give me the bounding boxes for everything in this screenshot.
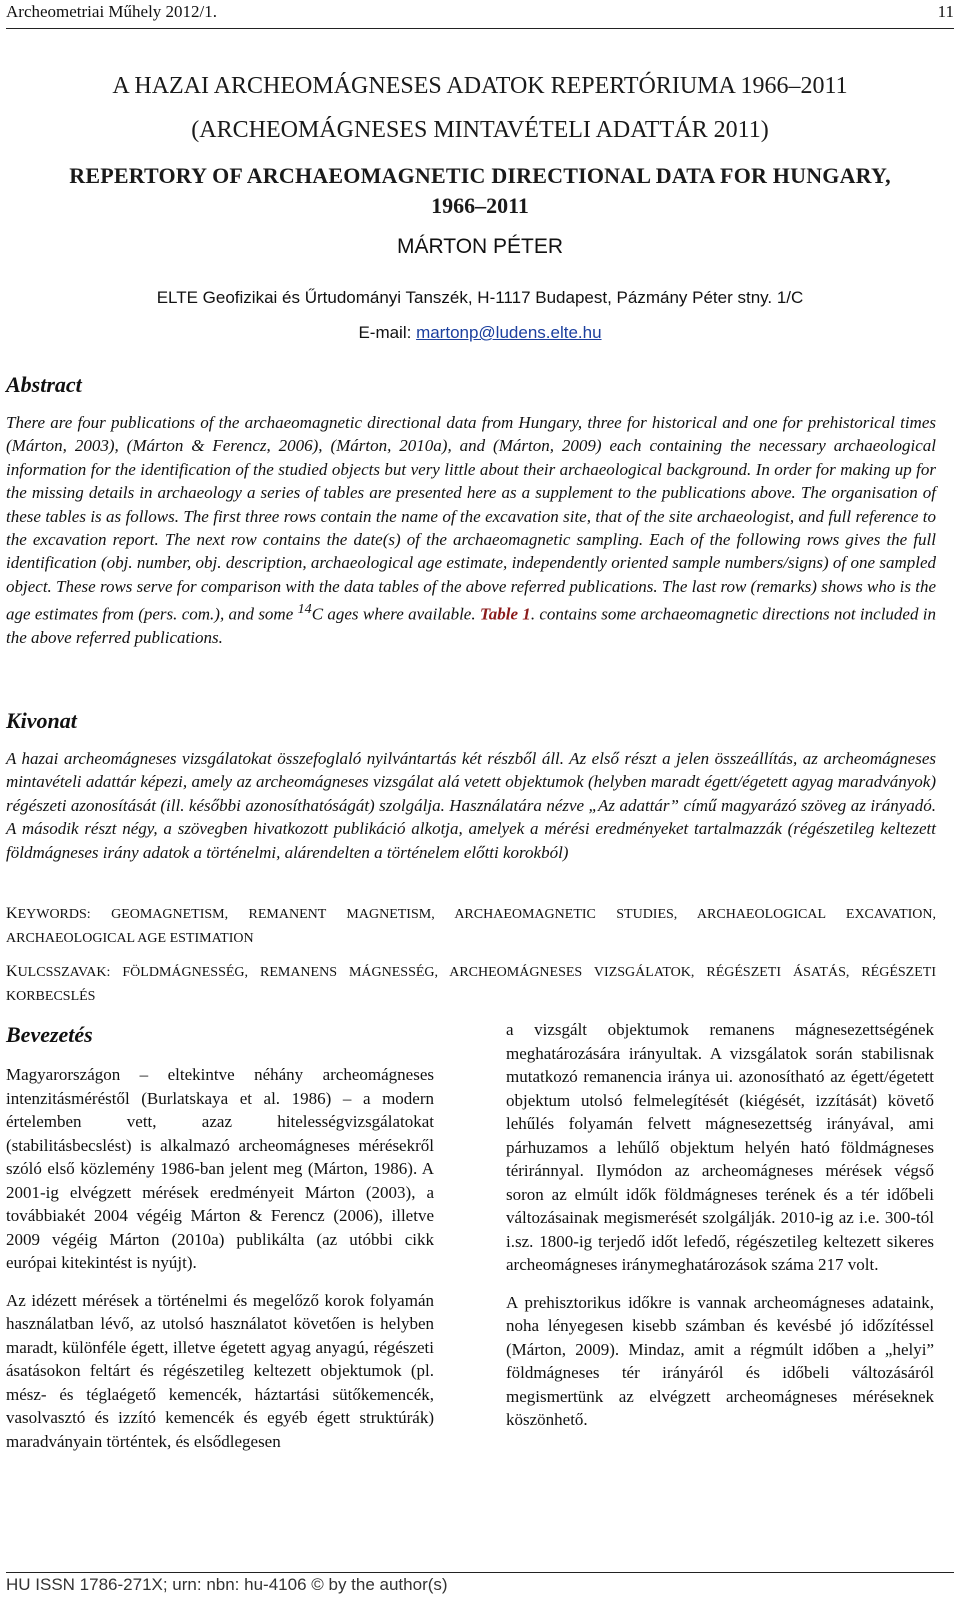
keywords-lead-letter: K	[6, 905, 18, 922]
left-paragraph-2: Az idézett mérések a történelmi és megelőző korok folyamán használatban lévő, az utolsó használatot követően is helyben maradt, különféle égett, illetve égetett agyag anyagú, régészeti ásatásokon feltárt és régészetileg keltezett objektumok (pl. mész- és téglaégető kemencék, háztartási sütőkemencék, vasolvasztó és izzító kemencék és egyéb égett struktúrák) maradványain történtek, és elsődlegesen	[6, 1290, 434, 1451]
keywords	[6, 902, 936, 951]
title-hu-line1: A HAZAI ARCHEOMÁGNESES ADATOK REPERTÓRIUMA 1966–2011	[112, 73, 848, 99]
title-en-line2: 1966–2011	[431, 193, 529, 218]
email-line	[0, 323, 960, 343]
page-number: 11	[937, 2, 954, 21]
table-reference-link[interactable]: Table 1	[479, 604, 531, 624]
author-name: MÁRTON PÉTER	[396, 235, 564, 258]
kivonat-heading: Kivonat	[6, 708, 77, 733]
kulcsszavak-label: ULCSSZAVAK:	[17, 965, 111, 980]
running-header	[6, 0, 954, 29]
abstract-superscript: 14	[297, 601, 312, 618]
email-label: E-mail:	[358, 323, 417, 342]
footer-issn: HU ISSN 1786-271X; urn: nbn: hu-4106 © by the author(s)	[6, 1572, 954, 1595]
right-column	[506, 1018, 934, 1432]
keywords-text: GEOMAGNETISM, REMANENT MAGNETISM, ARCHAEOMAGNETIC STUDIES, ARCHAEOLOGICAL EXCAVATION, ARCHAEOLOGICAL AGE ESTIMATION	[6, 907, 936, 946]
abstract-part-a: There are four publications of the archaeomagnetic directional data from Hungary, three for historical and one for prehistorical times (Márton, 2003), (Márton & Ferencz, 2006), (Márton, 2010a), and (Márton, 2009) each containing the necessary archaeological information for the identification of the studied objects but very little about their archaeological background. In order for making up for the missing details in archaeology a series of tables are presented here as a supplement to the publications above. The organisation of these tables is as follows. The first three rows contain the name of the excavation site, that of the site archaeologist, and full reference to the excavation report. The next row contains the date(s) of the archaeomagnetic sampling. Each of the following rows gives the full identification (obj. number, obj. description, archaeological age estimate, independently oriented sample numbers/signs) of one sampled object. These rows serve for comparison with the data tables of the above referred publications. The last row (remarks) shows who is the age estimates from (pers. com.), and some	[6, 413, 936, 624]
right-paragraph-1: a vizsgált objektumok remanens mágnesezettségének meghatározására irányultak. A vizsgálatok során stabilisnak mutatkozó remanencia iránya ui. azonosítható az égett/égetett objektum utolsó felmelegítését (kiégését, izzítását) követő lehűlés folyamán felvett mágnesezettség irányával, ami párhuzamos a lehűlő objektum helyén ható földmágneses tériránnyal. Ilymódon az archeomágneses mérések végső soron az elmúlt idők földmágneses terének és a tér időbeli változásainak megismerését szolgálják. 2010-ig az i.e. 300-tól i.sz. 1800-ig terjedő időt lefedő, régészetileg keltezett sikeres archeomágneses iránymeghatározások száma 217 volt.	[506, 1020, 934, 1274]
abstract-text	[6, 411, 936, 650]
left-paragraph-1: Magyarországon – eltekintve néhány archeomágneses intenzitásméréstől (Burlatskaya et al. 1986) – a modern értelemben vett, azaz hitelességvizsgálatokat (stabilitásbecslést) is alkalmazó archeomágneses mérésekről szóló első közlemény 1986-ban jelent meg (Márton, 1986). A 2001-ig elvégzett mérések eredményeit Márton (2003), a továbbiakét 2004 végéig Márton & Ferencz (2006), illetve 2009 végéig Márton (2010a) publikálta (az utóbbi cikk európai kitekintést is nyújt).	[6, 1065, 434, 1272]
kulcsszavak	[6, 960, 936, 1009]
kivonat-text: A hazai archeomágneses vizsgálatokat összefoglaló nyilvántartás két részből áll. Az első részt a jelen összeállítás, az archeomágneses mintavételi adattár képezi, amely az archeomágneses vizsgálat alá vetett objektumok (helyben maradt égett/égetett agyag maradványok) régészeti azonosítását (ill. későbbi azonosíthatóságát) szolgálja. Használatára nézve „Az adattár” című magyarázó szöveg az irányadó. A második részt négy, a szövegben hivatkozott publikáció alkotja, amelyek a mérési eredményeket tartalmazzák (régészetileg keltezett földmágneses irány adatok a történelmi, alárendelten a történelem előtti korokból)	[6, 749, 936, 862]
left-column	[6, 1063, 434, 1453]
title-en-line1: REPERTORY OF ARCHAEOMAGNETIC DIRECTIONAL DATA FOR HUNGARY,	[69, 163, 891, 188]
journal-name: Archeometriai Műhely 2012/1.	[6, 2, 218, 21]
keywords-label: EYWORDS:	[17, 907, 91, 922]
affiliation: ELTE Geofizikai és Űrtudományi Tanszék, H-1117 Budapest, Pázmány Péter stny. 1/C	[156, 288, 804, 307]
email-link[interactable]: martonp@ludens.elte.hu	[416, 323, 602, 342]
kulcsszavak-lead-letter: K	[6, 963, 18, 980]
abstract-part-b: C ages where available.	[311, 604, 480, 624]
bevezetes-heading: Bevezetés	[6, 1022, 93, 1047]
abstract-part-c: . contains some archaeomagnetic directions not included in the above referred publications.	[6, 604, 937, 648]
abstract-heading: Abstract	[6, 372, 82, 397]
title-hu-line2: (ARCHEOMÁGNESES MINTAVÉTELI ADATTÁR 2011)	[191, 117, 769, 143]
right-paragraph-2: A prehisztorikus időkre is vannak archeomágneses adataink, noha lényegesen kisebb számban és kevésbé jó időzítéssel (Márton, 2009). Mindaz, amit a régmúlt időben a „helyi” földmágneses tér irányáról és időbeli változásáról megismertünk az elvégzett archeomágneses méréseknek köszönhető.	[506, 1292, 934, 1429]
kulcsszavak-text: FÖLDMÁGNESSÉG, REMANENS MÁGNESSÉG, ARCHEOMÁGNESES VIZSGÁLATOK, RÉGÉSZETI ÁSATÁS, RÉGÉSZETI KORBECSLÉS	[6, 965, 937, 1004]
